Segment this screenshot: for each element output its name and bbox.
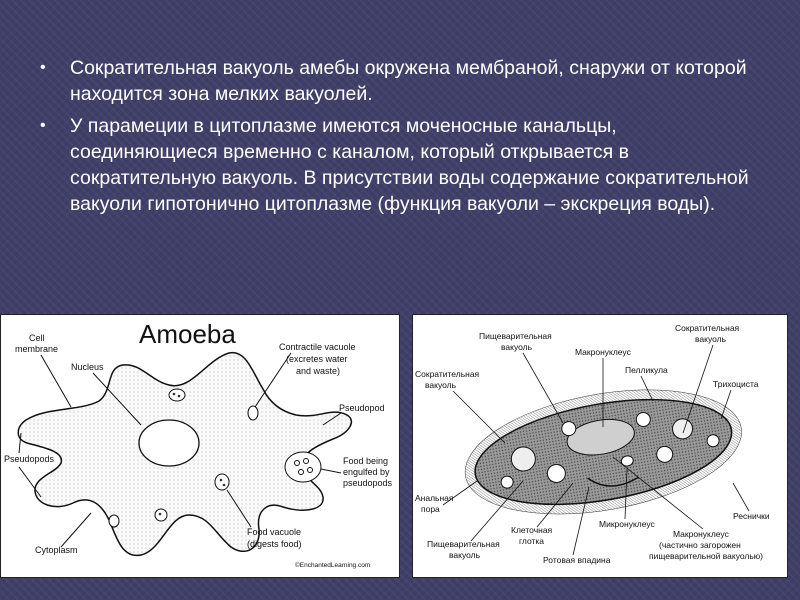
paramecium-svg xyxy=(413,315,787,577)
label-digestive-vacuole: вакуоль xyxy=(449,550,481,560)
bullet-text: У парамеции в цитоплазме имеются моченосные канальцы, соединяющиеся временно с каналом, который открывается в сократительную вакуоль. В присутствии воды содержание сократительной вакуоли гипотонично цитоплазме (функция вакуоли – экскреция воды). xyxy=(70,115,749,215)
amoeba-food-vacuole xyxy=(169,389,185,401)
label-food-engulfed: Food being xyxy=(343,456,389,466)
label-oral-groove: Ротовая впадина xyxy=(543,555,611,565)
label-cilia: Реснички xyxy=(733,511,770,521)
label-digestive-vacuole: Пищеварительная xyxy=(479,331,552,341)
label-macronucleus: Макронуклеус xyxy=(673,529,729,539)
label-pellicle: Пелликула xyxy=(625,365,668,375)
food-particle xyxy=(220,479,223,482)
label-digestive-vacuole: вакуоль xyxy=(501,342,533,352)
label-contractile-vacuole: Сократительная xyxy=(415,369,480,379)
amoeba-food-vacuole xyxy=(215,474,229,490)
food-particle xyxy=(223,484,226,487)
label-food-vacuole: Food vacuole xyxy=(247,527,302,537)
label-anal-pore: пора xyxy=(421,504,440,514)
label-pseudopods: Pseudopods xyxy=(4,454,55,464)
label-contractile-vacuole: Сократительная xyxy=(675,323,740,333)
label-macronucleus: (частично загорожен xyxy=(659,540,741,550)
label-pseudopod: Pseudopod xyxy=(339,403,385,413)
label-macronucleus: Макронуклеус xyxy=(575,347,631,357)
food-particle xyxy=(178,395,181,398)
bullet-item xyxy=(38,55,758,107)
label-cell-membrane: membrane xyxy=(15,344,59,354)
bullet-dot-icon: • xyxy=(40,117,46,134)
label-cell-membrane: Cell xyxy=(29,333,45,343)
amoeba-credit: ©EnchantedLearning.com xyxy=(295,562,371,569)
paramecium-diagram xyxy=(412,314,788,578)
bullet-list xyxy=(38,55,758,223)
bullet-text: Сократительная вакуоль амебы окружена мембраной, снаружи от которой находится зона мелких вакуолей. xyxy=(70,57,747,105)
bullet-dot-icon: • xyxy=(40,59,46,76)
label-cytoplasm: Cytoplasm xyxy=(35,545,78,555)
label-anal-pore: Анальная xyxy=(415,493,454,503)
label-cell-pharynx: Клеточная xyxy=(511,525,553,535)
label-micronucleus: Микронуклеус xyxy=(599,519,655,529)
label-macronucleus: пищеварительной вакуолью) xyxy=(649,551,764,561)
amoeba-food-vacuole xyxy=(155,509,167,521)
label-contractile-vacuole: (excretes water xyxy=(286,354,348,364)
label-contractile-vacuole: Contractile vacuole xyxy=(279,342,356,352)
amoeba-nucleus xyxy=(139,420,199,466)
label-contractile-vacuole: вакуоль xyxy=(695,334,727,344)
amoeba-svg xyxy=(1,315,399,577)
label-contractile-vacuole: and waste) xyxy=(296,366,341,376)
label-nucleus: Nucleus xyxy=(71,362,104,372)
bullet-item xyxy=(38,113,758,217)
label-food-vacuole: (digests food) xyxy=(247,539,302,549)
label-contractile-vacuole: вакуоль xyxy=(425,380,457,390)
amoeba-diagram xyxy=(0,314,400,578)
food-particle xyxy=(173,393,176,396)
amoeba-title: Amoeba xyxy=(139,319,236,349)
amoeba-contractile-vacuole xyxy=(248,406,258,420)
label-food-engulfed: engulfed by xyxy=(343,467,390,477)
label-trichocyst: Трихоциста xyxy=(713,379,759,389)
amoeba-food-vacuole xyxy=(109,515,119,527)
amoeba-engulfed-food xyxy=(285,452,321,482)
food-particle xyxy=(159,513,162,516)
label-digestive-vacuole: Пищеварительная xyxy=(427,539,500,549)
label-food-engulfed: pseudopods xyxy=(343,478,393,488)
label-cell-pharynx: глотка xyxy=(519,536,545,546)
